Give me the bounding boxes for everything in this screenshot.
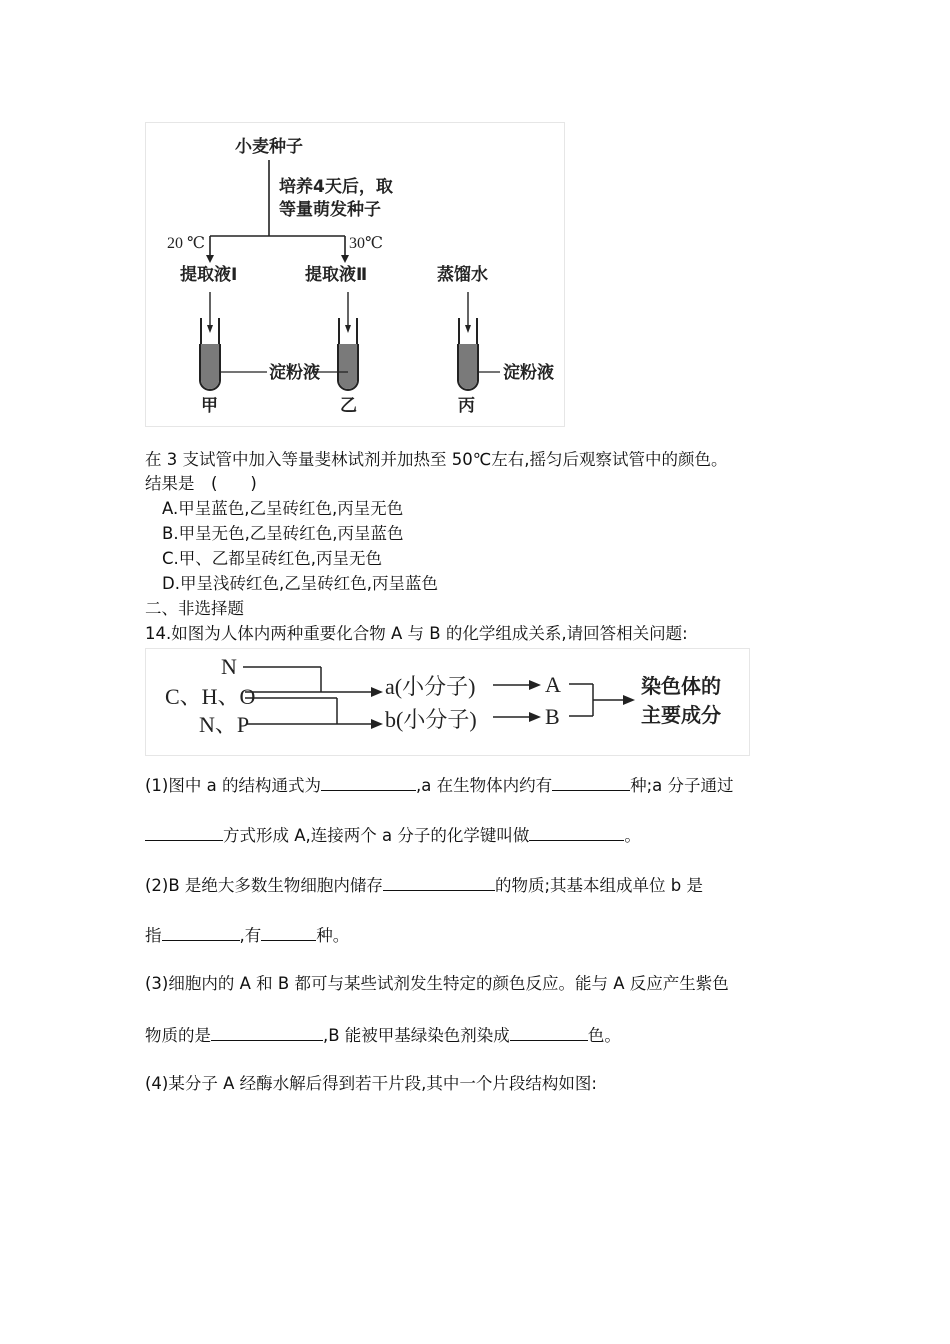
tube-label-2: 乙: [340, 396, 357, 416]
step-label-2: 等量萌发种子: [279, 200, 381, 220]
q13-option-d: D.甲呈浅砖红色,乙呈砖红色,丙呈蓝色: [162, 574, 438, 593]
q14-part2-line2: [145, 922, 349, 948]
q2-blank-storage[interactable]: [383, 872, 495, 891]
temp-left-label: 20 ℃: [167, 235, 205, 252]
element-np: N、P: [199, 712, 250, 737]
q1-blank-method[interactable]: [145, 822, 223, 841]
composition-figure: [145, 648, 750, 756]
small-a: a(小分子): [385, 674, 476, 699]
q3-text-b: 物质的是: [145, 1026, 211, 1045]
q1-text-b: ,a 在生物体内约有: [415, 776, 553, 795]
q3-blank-color[interactable]: [510, 1022, 588, 1041]
water-label: 蒸馏水: [437, 265, 488, 285]
q3-text-c: ,B 能被甲基绿染色剂染成: [323, 1026, 510, 1045]
q2-text-d: ,有: [239, 926, 262, 945]
step-label-1: 培养4天后，取: [279, 177, 393, 197]
starch-label-2: 淀粉液: [503, 363, 554, 383]
element-cho: C、H、O: [165, 684, 256, 709]
temp-right-label: 30℃: [349, 235, 383, 252]
q3-text-d: 色。: [587, 1026, 621, 1045]
q2-blank-kinds[interactable]: [261, 922, 316, 941]
q13-option-a: A.甲呈蓝色,乙呈砖红色,丙呈无色: [162, 499, 404, 518]
q14-part3-line1: (3)细胞内的 A 和 B 都可与某些试剂发生特定的颜色反应。能与 A 反应产生紫色: [145, 974, 729, 993]
tube-label-3: 丙: [458, 396, 475, 416]
q14-part4: (4)某分子 A 经酶水解后得到若干片段,其中一个片段结构如图:: [145, 1074, 597, 1093]
experiment-diagram: [145, 122, 565, 427]
q14-stem: 14.如图为人体内两种重要化合物 A 与 B 的化学组成关系,请回答相关问题:: [145, 624, 688, 643]
q1-blank-formula[interactable]: [321, 772, 416, 791]
q14-part3-line2: [145, 1022, 621, 1048]
q3-blank-reagent[interactable]: [211, 1022, 323, 1041]
q1-text-d: 方式形成 A,连接两个 a 分子的化学键叫做: [223, 826, 530, 845]
q1-blank-bond[interactable]: [529, 822, 624, 841]
macro-A: A: [545, 672, 561, 697]
tube-label-1: 甲: [201, 396, 218, 416]
q1-text-c: 种;a 分子通过: [630, 776, 734, 795]
q2-text-b: 的物质;其基本组成单位 b 是: [494, 876, 703, 895]
q2-text-c: 指: [145, 926, 162, 945]
q1-text-e: 。: [624, 826, 641, 845]
q14-part1-line2: [145, 822, 641, 848]
starch-label-1: 淀粉液: [269, 363, 320, 383]
q14-part2-line1: [145, 872, 703, 898]
q13-stem-line2: 结果是 ( ): [145, 474, 257, 493]
result-line2: 主要成分: [641, 703, 721, 727]
macro-B: B: [545, 704, 560, 729]
result-line1: 染色体的: [641, 674, 721, 698]
q2-text-a: (2)B 是绝大多数生物细胞内储存: [145, 876, 383, 895]
extract-1-label: 提取液Ⅰ: [180, 265, 238, 285]
q13-option-c: C.甲、乙都呈砖红色,丙呈无色: [162, 549, 383, 568]
q13-stem-line1: 在 3 支试管中加入等量斐林试剂并加热至 50℃左右,摇匀后观察试管中的颜色。: [145, 450, 728, 469]
section-title: 二、非选择题: [145, 599, 244, 618]
q2-text-e: 种。: [316, 926, 350, 945]
small-b: b(小分子): [385, 707, 477, 732]
q1-blank-count[interactable]: [552, 772, 630, 791]
q1-text-a: (1)图中 a 的结构通式为: [145, 776, 321, 795]
extract-2-label: 提取液Ⅱ: [305, 265, 368, 285]
composition-diagram: [145, 648, 750, 756]
wheat-seed-label: 小麦种子: [235, 137, 303, 157]
q2-blank-unit[interactable]: [162, 922, 240, 941]
q13-option-b: B.甲呈无色,乙呈砖红色,丙呈蓝色: [162, 524, 404, 543]
experiment-figure: [145, 122, 565, 427]
q14-part1-line1: [145, 772, 734, 798]
element-n: N: [221, 654, 237, 679]
